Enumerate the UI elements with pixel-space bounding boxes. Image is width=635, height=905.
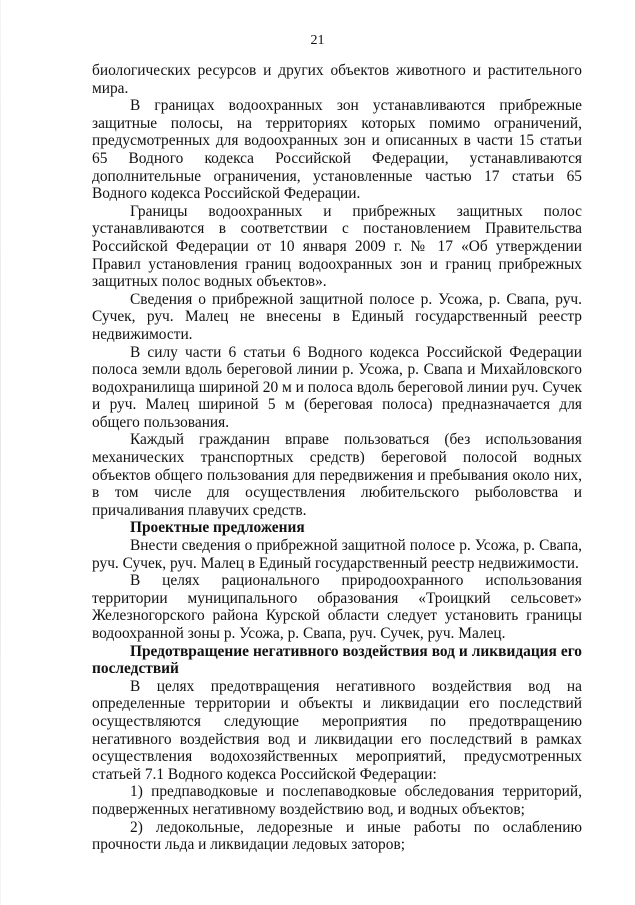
paragraph-water-zone-proposal: В целях рационального природоохранного использования территории муниципального образования «Троицкий сельсовет» Железногорского района Курской области следует установить границы водоохранной зоны р. Усожа, р. Свапа, руч. Сучек, руч. Малец. [92, 572, 582, 642]
paragraph-citizen-rights: Каждый гражданин вправе пользоваться (без использования механических транспортных средств) береговой полосой водных объектов общего пользования для передвижения и пребывания около них, в том числе для осуществления любительского рыболовства и причаливания плавучих средств. [92, 431, 582, 519]
page-number: 21 [310, 33, 325, 48]
list-item-2: 2) ледокольные, ледорезные и иные работы по ослаблению прочности льда и ликвидации ледовых заторов; [92, 818, 582, 854]
paragraph-registry-info: Сведения о прибрежной защитной полосе р. Усожа, р. Свапа, руч. Сучек, руч. Малец не внесены в Единый государственный реестр недвижимости. [92, 290, 582, 343]
paragraph-register-proposal: Внести сведения о прибрежной защитной полосе р. Усожа, р. Свапа, руч. Сучек, руч. Малец в Единый государственный реестр недвижимости. [92, 537, 582, 572]
heading-prevention: Предотвращение негативного воздействия вод и ликвидация его последствий [92, 642, 582, 678]
list-item-1: 1) предпаводковые и послепаводковые обследования территорий, подверженных негативному воздействию вод, и водных объектов; [92, 783, 582, 818]
heading-project-proposals: Проектные предложения [130, 519, 305, 537]
paragraph-coastal-strips: В границах водоохранных зон устанавливаются прибрежные защитные полосы, на территориях которых помимо ограничений, предусмотренных для водоохранных зон и описанных в части 15 статьи 65 Водного кодекса Российской Федерации, устанавливаются дополнительные ограничения, установленные частью 17 статьи 65 Водного кодекса Российской Федерации. [92, 97, 582, 203]
paragraph-shoreline-strip: В силу части 6 статьи 6 Водного кодекса Российской Федерации полоса земли вдоль береговой линии р. Усожа, р. Свапа и Михайловского водохранилища шириной 20 м и полоса вдоль береговой линии руч. Сучек и руч. Малец шириной 5 м (береговая полоса) предназначается для общего пользования. [92, 343, 582, 431]
document-body [92, 62, 582, 854]
paragraph-boundaries-decree: Границы водоохранных и прибрежных защитных полос устанавливаются в соответствии с постановлением Правительства Российской Федерации от 10 января 2009 г. № 17 «Об утверждении Правил установления границ водоохранных зон и границ прибрежных защитных полос водных объектов». [92, 202, 582, 291]
paragraph-prevention-measures: В целях предотвращения негативного воздействия вод на определенные территории и объекты и ликвидации его последствий осуществляются следующие мероприятия по предотвращению негативного воздействия вод и ликвидации его последствий в рамках осуществления водохозяйственных мероприятий, предусмотренных статьей 7.1 Водного кодекса Российской Федерации: [92, 677, 582, 783]
scan-edge [0, 0, 1, 905]
paragraph-continuation: биологических ресурсов и других объектов животного и растительного мира. [92, 62, 582, 97]
